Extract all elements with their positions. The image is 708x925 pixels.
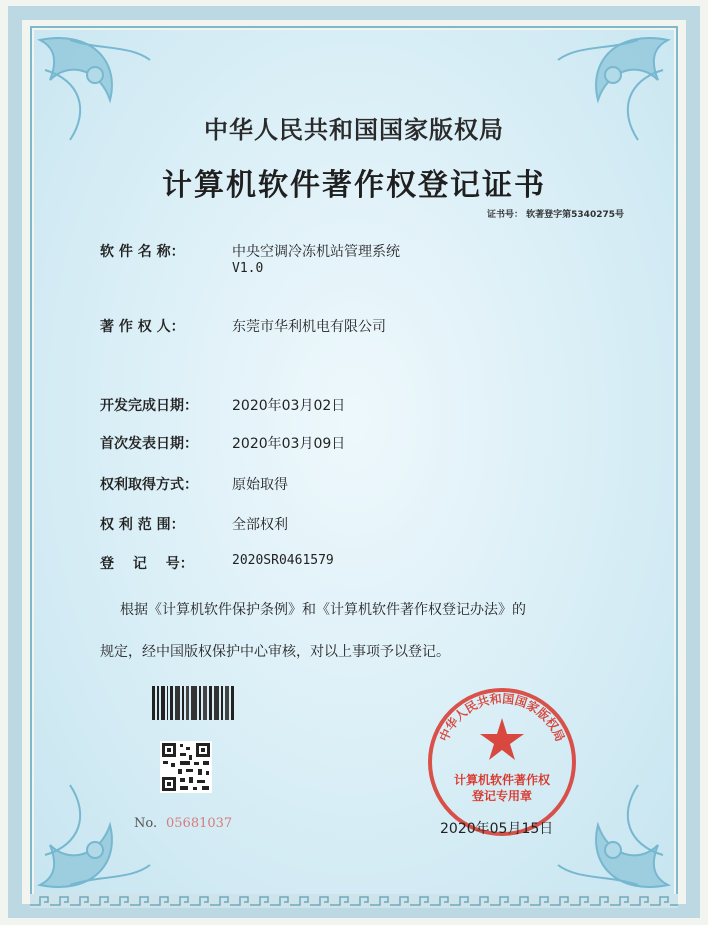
completion-date-label: 开发完成日期： [100, 398, 198, 414]
registration-number-label: 登 记 号： [100, 556, 194, 572]
software-name-label: 软 件 名 称： [100, 244, 185, 260]
owner-label: 著 作 权 人： [100, 319, 185, 335]
certificate-title: 计算机软件著作权登记证书 [162, 168, 546, 203]
seal-arc-text: 中华人民共和国国家版权局 [436, 691, 568, 744]
completion-date-value: 2020年03月02日 [232, 398, 346, 414]
acquire-method-label: 权利取得方式： [100, 477, 198, 493]
serial-number-label: No. [134, 816, 158, 831]
official-seal [424, 684, 580, 840]
publish-date-value: 2020年03月09日 [232, 436, 346, 452]
seal-star-icon [480, 718, 524, 760]
serial-number-value: 05681037 [166, 816, 233, 831]
certificate-number-label: 证书号： [487, 210, 524, 220]
software-version: V1.0 [232, 261, 264, 276]
bottom-key-border [30, 894, 678, 908]
statement-line-2: 规定，经中国版权保护中心审核，对以上事项予以登记。 [100, 644, 450, 660]
certificate-number-value: 软著登字第5340275号 [526, 210, 624, 220]
registration-number-value: 2020SR0461579 [232, 553, 334, 568]
publish-date-label: 首次发表日期： [100, 436, 198, 452]
barcode-icon [152, 686, 234, 720]
issue-date: 2020年05月15日 [440, 821, 554, 837]
software-name-value: 中央空调冷冻机站管理系统 [232, 244, 400, 260]
statement-line-1: 根据《计算机软件保护条例》和《计算机软件著作权登记办法》的 [120, 602, 526, 618]
seal-line-2: 登记专用章 [471, 789, 533, 803]
rights-scope-label: 权 利 范 围： [100, 517, 185, 533]
qr-code-icon [160, 741, 212, 793]
seal-line-1: 计算机软件著作权 [453, 773, 551, 787]
acquire-method-value: 原始取得 [232, 477, 288, 493]
owner-value: 东莞市华利机电有限公司 [232, 319, 386, 335]
ornament-bottom-left-icon [40, 785, 150, 887]
certificate-number [487, 207, 624, 220]
agency-title: 中华人民共和国国家版权局 [204, 115, 504, 144]
rights-scope-value: 全部权利 [232, 517, 288, 533]
